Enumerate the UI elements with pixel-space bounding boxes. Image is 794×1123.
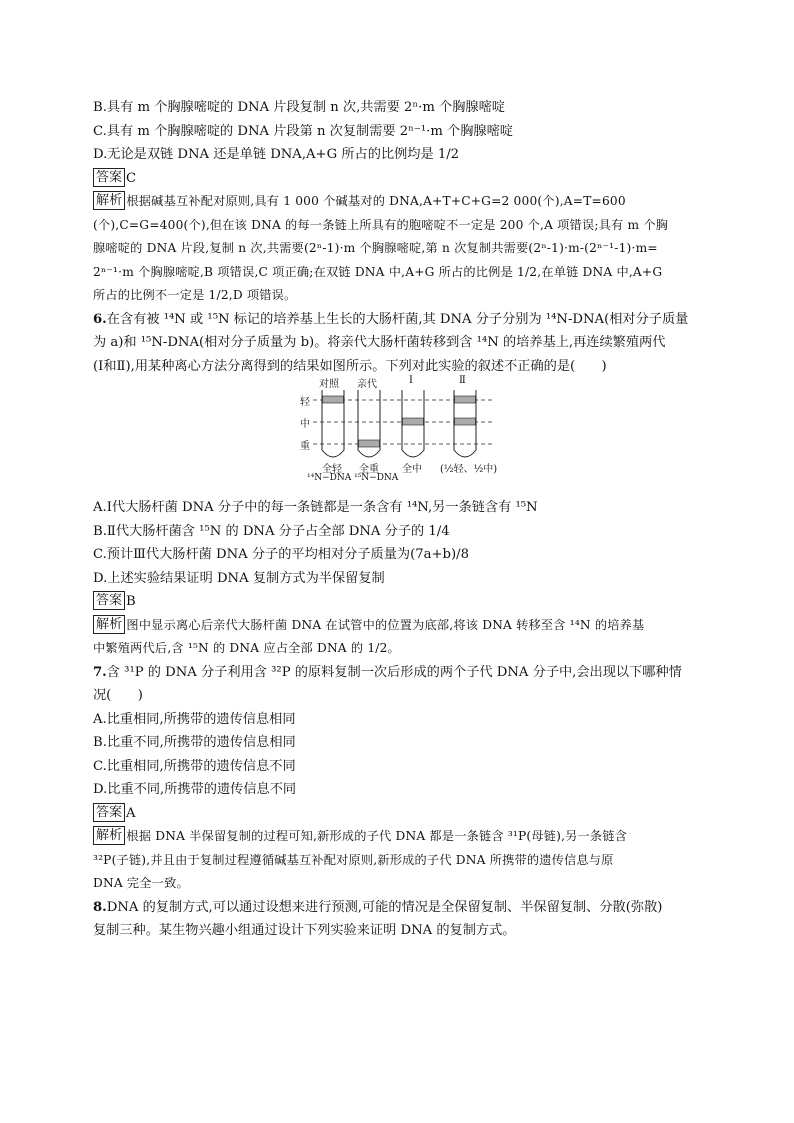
explain-tag: 解析 — [93, 191, 125, 210]
tube-label-gen2: Ⅱ — [459, 375, 466, 386]
answer-tag: 答案 — [93, 591, 125, 610]
figure-legend: ¹⁴N−DNA ¹⁵N−DNA — [307, 473, 399, 483]
level-label-heavy: 重 — [300, 441, 310, 452]
answer-value: C — [126, 170, 137, 186]
q7-answer — [93, 802, 709, 826]
level-label-middle: 中 — [300, 419, 310, 430]
bottom-label-control: 全轻 — [322, 464, 342, 475]
question-number: 8. — [93, 899, 107, 915]
q8-stem: 8.DNA 的复制方式,可以通过设想来进行预测,可能的情况是全保留复制、半保留复制、分散(弥散) — [93, 899, 663, 915]
q8-stem-line: 复制三种。某生物兴趣小组通过设计下列实验来证明 DNA 的复制方式。 — [93, 923, 516, 938]
band-gen1-middle — [403, 418, 424, 425]
bottom-label-gen1: 全中 — [402, 464, 422, 475]
explain-line: 所占的比例不一定是 1/2,D 项错误。 — [93, 288, 297, 302]
explain-line: 腺嘧啶的 DNA 片段,复制 n 次,共需要(2ⁿ-1)·m 个胸腺嘧啶,第 n 次复制共需要(2ⁿ-1)·m-(2ⁿ⁻¹-1)·m= — [93, 241, 658, 255]
q6-stem-line: 为 a)和 ¹⁵N-DNA(相对分子质量为 b)。将亲代大肠杆菌转移到含 ¹⁴N 的培养基上,再连续繁殖两代 — [93, 335, 666, 350]
q6-stem: 6.在含有被 ¹⁴N 或 ¹⁵N 标记的培养基上生长的大肠杆菌,其 DNA 分子分别为 ¹⁴N-DNA(相对分子质量 — [93, 311, 689, 327]
tube-label-control: 对照 — [319, 379, 339, 390]
q6-option-b: B.Ⅱ代大肠杆菌含 ¹⁵N 的 DNA 分子占全部 DNA 分子的 1/4 — [93, 523, 450, 539]
q7-option-b: B.比重不同,所携带的遗传信息相同 — [93, 735, 296, 750]
q6-option-c: C.预计Ⅲ代大肠杆菌 DNA 分子的平均相对分子质量为(7a+b)/8 — [93, 547, 469, 562]
band-gen2-light — [455, 396, 476, 403]
answer-value: B — [126, 594, 136, 609]
tube-label-parent: 亲代 — [357, 379, 377, 390]
answer-tag: 答案 — [93, 168, 125, 187]
q7-option-c: C.比重相同,所携带的遗传信息不同 — [93, 758, 296, 774]
explain-line: 图中显示离心后亲代大肠杆菌 DNA 在试管中的位置为底部,将该 DNA 转移至含 ¹⁴N 的培养基 — [126, 617, 645, 632]
q7-explanation — [93, 825, 709, 896]
answer-tag: 答案 — [93, 803, 125, 822]
q6-answer — [93, 590, 709, 614]
band-parent-heavy — [359, 440, 380, 447]
centrifuge-figure — [93, 375, 709, 490]
bottom-label-gen2: (½轻、½中) — [440, 464, 498, 475]
level-label-light: 轻 — [300, 397, 310, 408]
band-gen2-middle — [455, 418, 476, 425]
q6-option-a: A.Ⅰ代大肠杆菌 DNA 分子中的每一条链都是一条含有 ¹⁴N,另一条链含有 ¹⁵N — [93, 500, 538, 515]
answer-value: A — [126, 805, 136, 821]
explain-tag: 解析 — [93, 615, 125, 634]
q7-stem-line: 况( ) — [93, 688, 143, 703]
q5-option-c: C.具有 m 个胸腺嘧啶的 DNA 片段第 n 次复制需要 2ⁿ⁻¹·m 个胸腺嘧啶 — [93, 123, 513, 139]
q5-explanation — [93, 190, 709, 308]
q6-explanation — [93, 614, 709, 661]
bottom-label-parent: 全重 — [359, 464, 379, 475]
q7-stem: 7.含 ³¹P 的 DNA 分子利用含 ³²P 的原料复制一次后形成的两个子代 DNA 分子中,会出现以下哪种情 — [93, 664, 682, 680]
explain-line: 2ⁿ⁻¹·m 个胸腺嘧啶,B 项错误,C 项正确;在双链 DNA 中,A+G 所占的比例是 1/2,在单链 DNA 中,A+G — [93, 264, 663, 279]
q5-answer — [93, 167, 709, 191]
q7-option-a: A.比重相同,所携带的遗传信息相同 — [93, 711, 296, 727]
explain-line: 中繁殖两代后,含 ¹⁵N 的 DNA 应占全部 DNA 的 1/2。 — [93, 641, 400, 655]
explain-line: (个),C=G=400(个),但在该 DNA 的每一条链上所具有的胞嘧啶不一定是 200 个,A 项错误;具有 m 个胸 — [93, 217, 669, 232]
q6-stem-line: (Ⅰ和Ⅱ),用某种离心方法分离得到的结果如图所示。下列对此实验的叙述不正确的是( ) — [93, 358, 607, 374]
question-number: 6. — [93, 311, 107, 327]
explain-line: ³²P(子链),并且由于复制过程遵循碱基互补配对原则,新形成的子代 DNA 所携带的遗传信息与原 — [93, 852, 614, 867]
explain-tag: 解析 — [93, 826, 125, 845]
tube-label-gen1: Ⅰ — [409, 375, 413, 386]
explain-line: 根据 DNA 半保留复制的过程可知,新形成的子代 DNA 都是一条链含 ³¹P(母链),另一条链含 — [126, 829, 628, 843]
centrifuge-diagram — [93, 380, 709, 490]
q7-option-d: D.比重不同,所携带的遗传信息不同 — [93, 782, 297, 797]
band-control-light — [323, 396, 344, 403]
explain-line: 根据碱基互补配对原则,具有 1 000 个碱基对的 DNA,A+T+C+G=2 000(个),A=T=600 — [126, 194, 626, 208]
q6-option-d: D.上述实验结果证明 DNA 复制方式为半保留复制 — [93, 570, 385, 586]
q5-option-b: B.具有 m 个胸腺嘧啶的 DNA 片段复制 n 次,共需要 2ⁿ·m 个胸腺嘧啶 — [93, 100, 505, 115]
document-page — [93, 96, 709, 943]
q5-option-d: D.无论是双链 DNA 还是单链 DNA,A+G 所占的比例均是 1/2 — [93, 147, 460, 162]
explain-line: DNA 完全一致。 — [93, 876, 189, 890]
question-number: 7. — [93, 664, 107, 680]
